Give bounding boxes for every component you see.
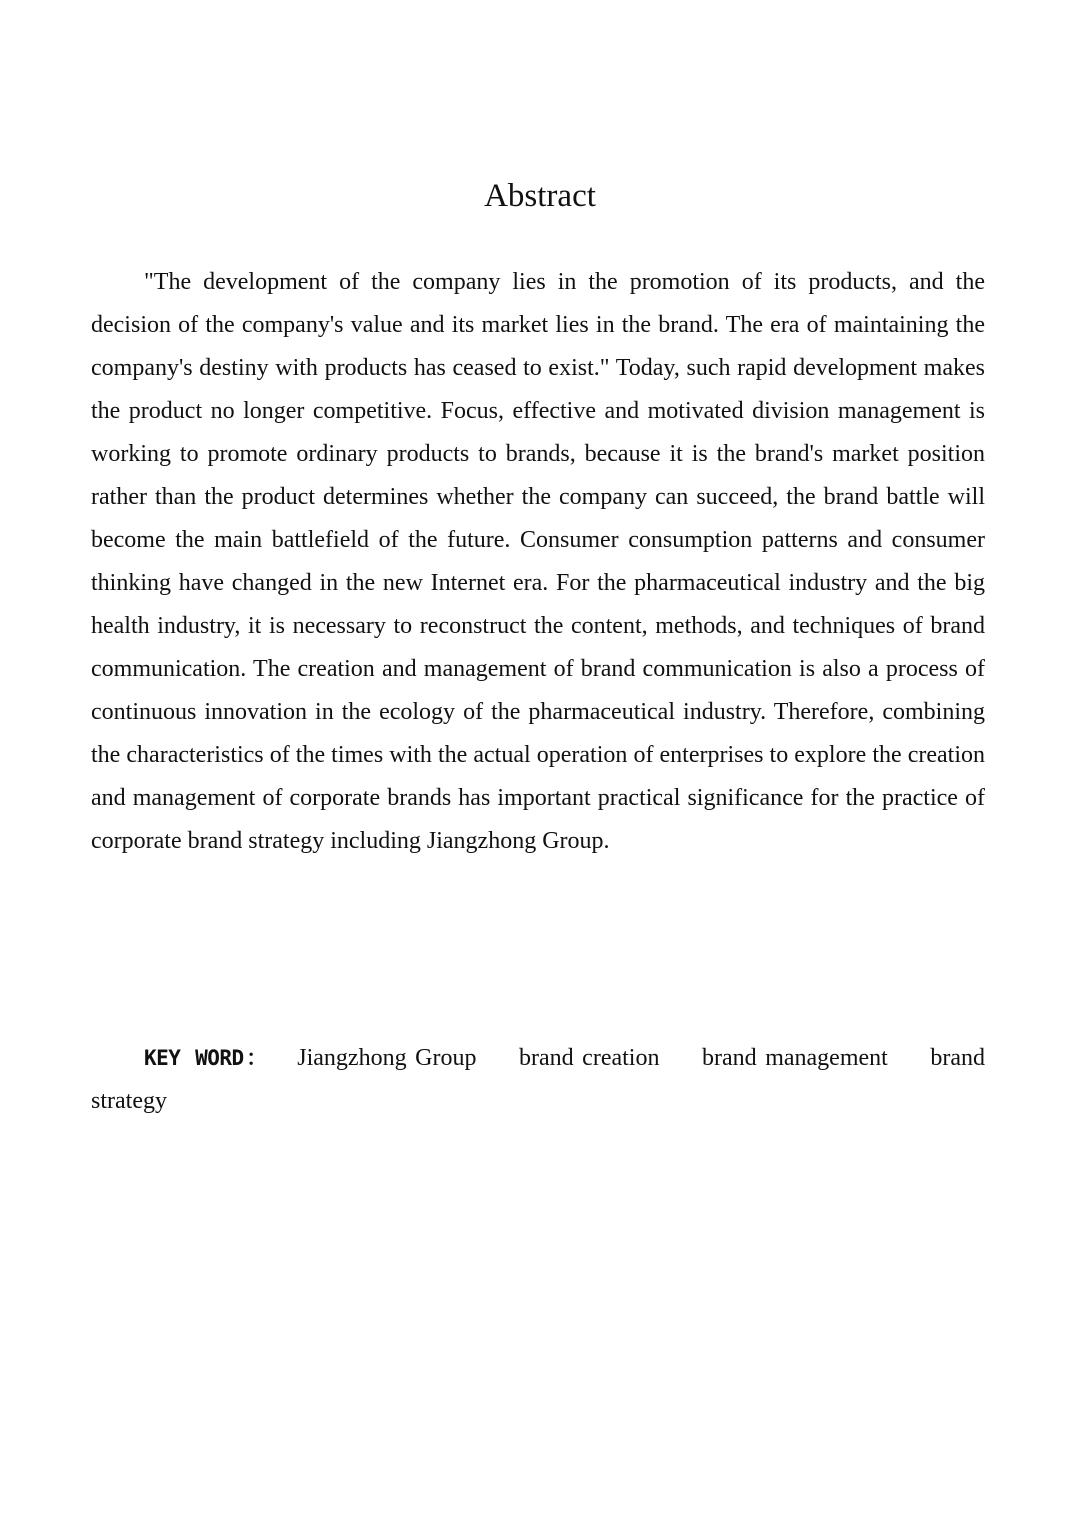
keyword-item: Jiangzhong Group: [297, 1045, 477, 1071]
keyword-item: brand management: [702, 1045, 888, 1071]
abstract-body: "The development of the company lies in the promotion of its products, and the decision of the company's value and its market lies in the brand. The era of maintaining the company's destiny with products has ceased to exist." Today, such rapid development makes the product no longer competitive. Focus, effective and motivated division management is working to promote ordinary products to brands, because it is the brand's market position rather than the product determines whether the company can succeed, the brand battle will become the main battlefield of the future. Consumer consumption patterns and consumer thinking have changed in the new Internet era. For the pharmaceutical industry and the big health industry, it is necessary to reconstruct the content, methods, and techniques of brand communication. The creation and management of brand communication is also a process of continuous innovation in the ecology of the pharmaceutical industry. Therefore, combining the characteristics of the times with the actual operation of enterprises to explore the creation and management of corporate brands has important practical significance for the practice of corporate brand strategy including Jiangzhong Group.: [91, 269, 985, 854]
keywords-label: KEY WORD：: [144, 1046, 270, 1070]
keyword-item: brand strategy: [91, 1045, 986, 1114]
keyword-item: brand creation: [519, 1045, 660, 1071]
abstract-title: Abstract: [484, 178, 596, 214]
keywords-line: [91, 1037, 985, 1123]
